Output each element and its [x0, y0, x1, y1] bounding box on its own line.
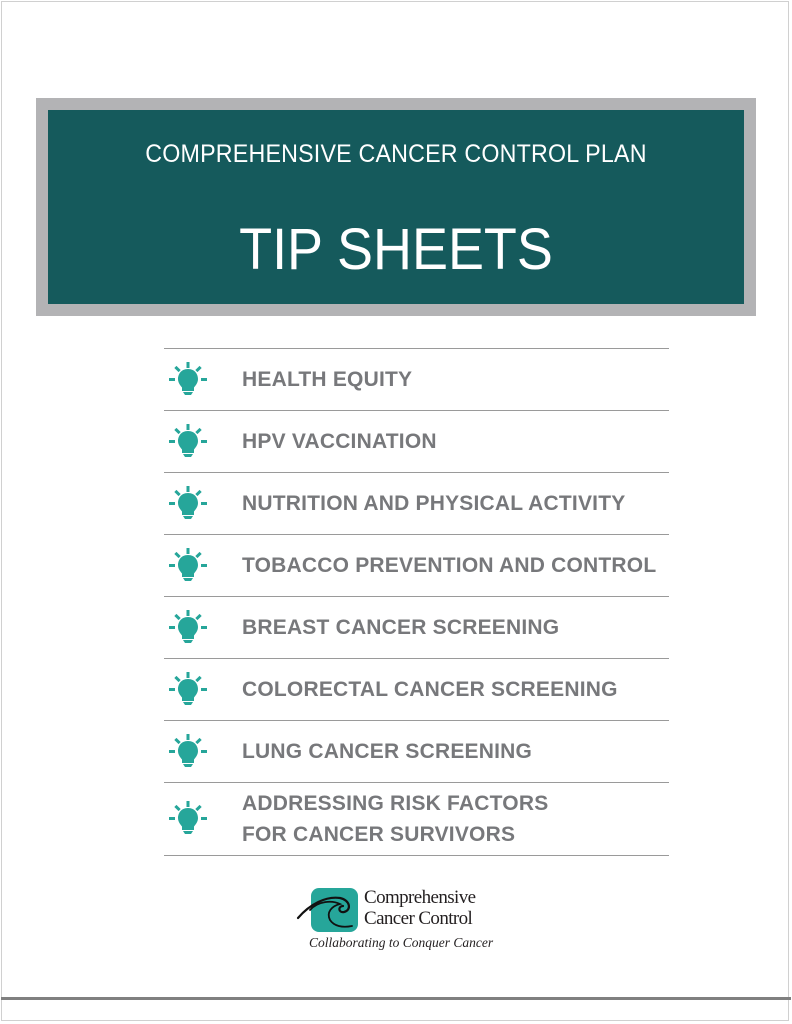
tip-item-tobacco-prevention[interactable] — [164, 535, 669, 597]
tip-label: TOBACCO PREVENTION AND CONTROL — [242, 554, 657, 577]
logo-name-line2: Cancer Control — [364, 908, 473, 929]
tip-label: COLORECTAL CANCER SCREENING — [242, 678, 618, 701]
tip-label-line1: ADDRESSING RISK FACTORS — [242, 792, 549, 815]
footer-divider — [1, 997, 791, 1000]
tip-label: HPV VACCINATION — [242, 430, 437, 453]
wave-logo-icon — [296, 884, 362, 936]
tip-item-health-equity[interactable] — [164, 349, 669, 411]
tip-item-colorectal-cancer-screening[interactable] — [164, 659, 669, 721]
lightbulb-icon — [168, 800, 208, 838]
tip-item-nutrition-physical-activity[interactable] — [164, 473, 669, 535]
lightbulb-icon — [168, 671, 208, 709]
tip-item-lung-cancer-screening[interactable] — [164, 721, 669, 783]
tip-item-cancer-survivors[interactable] — [164, 783, 669, 856]
header-panel — [48, 110, 744, 304]
logo-name — [364, 887, 475, 929]
tip-label: HEALTH EQUITY — [242, 368, 413, 391]
header-banner — [36, 98, 756, 316]
lightbulb-icon — [168, 733, 208, 771]
tip-label: LUNG CANCER SCREENING — [242, 740, 533, 763]
lightbulb-icon — [168, 423, 208, 461]
logo-name-line1: Comprehensive — [364, 887, 476, 908]
tip-label: NUTRITION AND PHYSICAL ACTIVITY — [242, 492, 626, 515]
lightbulb-icon — [168, 609, 208, 647]
tip-label: BREAST CANCER SCREENING — [242, 616, 560, 639]
lightbulb-icon — [168, 485, 208, 523]
tip-item-breast-cancer-screening[interactable] — [164, 597, 669, 659]
logo-tagline: Collaborating to Conquer Cancer — [309, 935, 494, 950]
tip-item-hpv-vaccination[interactable] — [164, 411, 669, 473]
page-title: TIP SHEETS — [239, 217, 553, 282]
lightbulb-icon — [168, 361, 208, 399]
tip-label — [242, 788, 548, 850]
ccc-logo — [296, 884, 506, 954]
tip-label-line2: FOR CANCER SURVIVORS — [242, 823, 516, 846]
header-subtitle: COMPREHENSIVE CANCER CONTROL PLAN — [145, 140, 647, 168]
lightbulb-icon — [168, 547, 208, 585]
tip-sheet-list — [164, 348, 669, 856]
